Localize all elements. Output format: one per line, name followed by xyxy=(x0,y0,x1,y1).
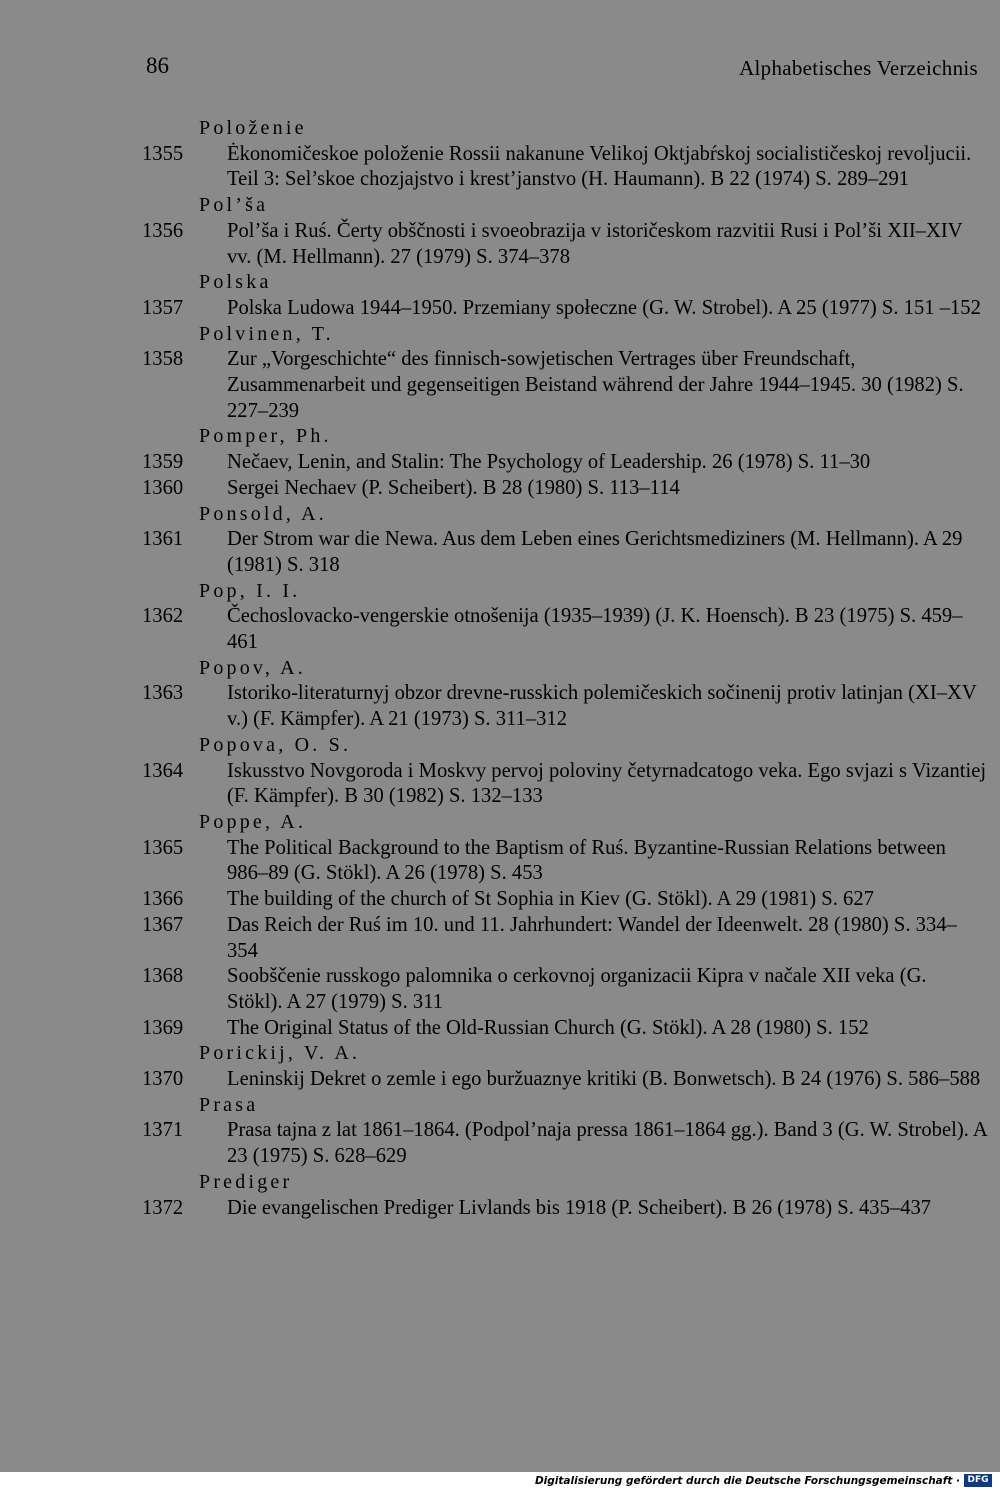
group-heading: Ponsold, A. xyxy=(199,502,328,525)
entry-text: Sergei Nechaev (P. Scheibert). B 28 (1980) S. 113–114 xyxy=(227,476,680,499)
index-group xyxy=(142,656,987,733)
entry-number: 1356 xyxy=(142,219,184,242)
entry-text: Das Reich der Ruś im 10. und 11. Jahrhundert: Wandel der Ideenwelt. 28 (1980) S. 334–354 xyxy=(227,913,957,962)
index-entry xyxy=(142,450,987,476)
group-heading: Polvinen, T. xyxy=(199,322,334,345)
entry-number: 1366 xyxy=(142,888,184,911)
entry-text: The building of the church of St Sophia in Kiev (G. Stökl). A 29 (1981) S. 627 xyxy=(227,888,874,911)
index-list xyxy=(142,116,987,1221)
entry-number: 1365 xyxy=(142,836,184,859)
index-group xyxy=(142,116,987,193)
index-group xyxy=(142,424,987,501)
index-group xyxy=(142,733,987,810)
index-entry xyxy=(142,219,987,270)
entry-number: 1369 xyxy=(142,1016,184,1039)
index-group xyxy=(142,810,987,1041)
index-group xyxy=(142,502,987,579)
group-heading: Prasa xyxy=(199,1093,259,1116)
dfg-logo-icon: DFG xyxy=(964,1474,992,1487)
index-entry xyxy=(142,527,987,578)
group-heading: Porickij, V. A. xyxy=(199,1042,361,1065)
entry-number: 1355 xyxy=(142,142,184,165)
entry-number: 1368 xyxy=(142,965,184,988)
entry-number: 1371 xyxy=(142,1119,184,1142)
index-entry xyxy=(142,964,987,1015)
entry-text: Prasa tajna z lat 1861–1864. (Podpol’naja pressa 1861–1864 gg.). Band 3 (G. W. Strobel). A 23 (1975) S. 628–629 xyxy=(227,1119,987,1168)
index-group xyxy=(142,322,987,425)
entry-number: 1363 xyxy=(142,682,184,705)
index-entry xyxy=(142,1118,987,1169)
index-entry xyxy=(142,296,987,322)
index-group xyxy=(142,1170,987,1221)
entry-text: Die evangelischen Prediger Livlands bis 1918 (P. Scheibert). B 26 (1978) S. 435–437 xyxy=(227,1196,932,1219)
index-entry xyxy=(142,887,987,913)
index-entry xyxy=(142,604,987,655)
entry-number: 1367 xyxy=(142,913,184,936)
index-group xyxy=(142,193,987,270)
entry-text: Istoriko-literaturnyj obzor drevne-russkich polemičeskich sočinenij protiv latinjan (XI–XV v.) (F. Kämpfer). A 21 (1973) S. 311–312 xyxy=(227,682,977,731)
index-entry xyxy=(142,1196,987,1222)
index-entry xyxy=(142,913,987,964)
index-group xyxy=(142,579,987,656)
entry-text: Leninskij Dekret o zemle i ego buržuaznye kritiki (B. Bonwetsch). B 24 (1976) S. 586–588 xyxy=(227,1068,981,1091)
entry-text: Polska Ludowa 1944–1950. Przemiany społeczne (G. W. Strobel). A 25 (1977) S. 151 –152 xyxy=(227,296,981,319)
entry-text: Čechoslovacko-vengerskie otnošenija (1935–1939) (J. K. Hoensch). B 23 (1975) S. 459–461 xyxy=(227,605,963,654)
group-heading: Poppe, A. xyxy=(199,810,307,833)
index-group xyxy=(142,270,987,321)
entry-number: 1370 xyxy=(142,1068,184,1091)
group-heading: Pop, I. I. xyxy=(199,579,301,602)
entry-number: 1357 xyxy=(142,296,184,319)
running-head: Alphabetisches Verzeichnis xyxy=(739,56,978,80)
index-entry xyxy=(142,836,987,887)
index-group xyxy=(142,1093,987,1170)
index-entry xyxy=(142,681,987,732)
entry-text: Zur „Vorgeschichte“ des finnisch-sowjetischen Vertrages über Freundschaft, Zusammenarbeit und gegenseitigen Beistand während der Jahre 1944–1945. 30 (1982) S. 227–239 xyxy=(227,348,964,422)
group-heading: Pol’ša xyxy=(199,194,269,217)
entry-number: 1364 xyxy=(142,759,184,782)
entry-text: Pol’ša i Ruś. Čerty obščnosti i svoeobrazija v istoričeskom razvitii Rusi i Pol’ši XII–XIV vv. (M. Hellmann). 27 (1979) S. 374–378 xyxy=(227,219,963,268)
entry-number: 1372 xyxy=(142,1196,184,1219)
index-entry xyxy=(142,142,987,193)
footer-credit: Digitalisierung gefördert durch die Deutsche Forschungsgemeinschaft · xyxy=(534,1475,960,1487)
entry-text: Soobščenie russkogo palomnika o cerkovnoj organizacii Kipra v načale XII veka (G. Stökl). A 27 (1979) S. 311 xyxy=(227,965,927,1013)
index-entry xyxy=(142,759,987,810)
index-group xyxy=(142,1041,987,1092)
entry-text: The Original Status of the Old-Russian Church (G. Stökl). A 28 (1980) S. 152 xyxy=(227,1016,869,1039)
group-heading: Prediger xyxy=(199,1170,293,1193)
group-heading: Popova, O. S. xyxy=(199,733,352,756)
entry-text: The Political Background to the Baptism of Ruś. Byzantine-Russian Relations between 986–89 (G. Stökl). A 26 (1978) S. 453 xyxy=(227,836,946,885)
entry-number: 1362 xyxy=(142,605,184,628)
entry-number: 1358 xyxy=(142,348,184,371)
page-number: 86 xyxy=(146,53,169,78)
entry-number: 1360 xyxy=(142,476,184,499)
entry-text: Der Strom war die Newa. Aus dem Leben eines Gerichtsmediziners (M. Hellmann). A 29 (1981) S. 318 xyxy=(227,528,963,576)
index-entry xyxy=(142,1067,987,1093)
index-entry xyxy=(142,1016,987,1042)
entry-text: Nečaev, Lenin, and Stalin: The Psychology of Leadership. 26 (1978) S. 11–30 xyxy=(227,451,871,474)
entry-text: Iskusstvo Novgoroda i Moskvy pervoj poloviny četyrnadcatogo veka. Ego svjazi s Vizantiej (F. Kämpfer). B 30 (1982) S. 132–133 xyxy=(227,759,987,808)
index-entry xyxy=(142,347,987,424)
digitization-footer xyxy=(0,1472,1000,1490)
group-heading: Polska xyxy=(199,271,272,294)
entry-text: Ėkonomičeskoe položenie Rossii nakanune Velikoj Oktjabŕskoj socialističeskoj revoljucii. Teil 3: Sel’skoe chozjajstvo i krest’janstvo (H. Haumann). B 22 (1974) S. 289–291 xyxy=(227,142,972,191)
entry-number: 1361 xyxy=(142,528,184,551)
index-entry xyxy=(142,476,987,502)
group-heading: Pomper, Ph. xyxy=(199,425,332,448)
entry-number: 1359 xyxy=(142,451,184,474)
group-heading: Popov, A. xyxy=(199,656,306,679)
group-heading: Položenie xyxy=(199,117,307,139)
